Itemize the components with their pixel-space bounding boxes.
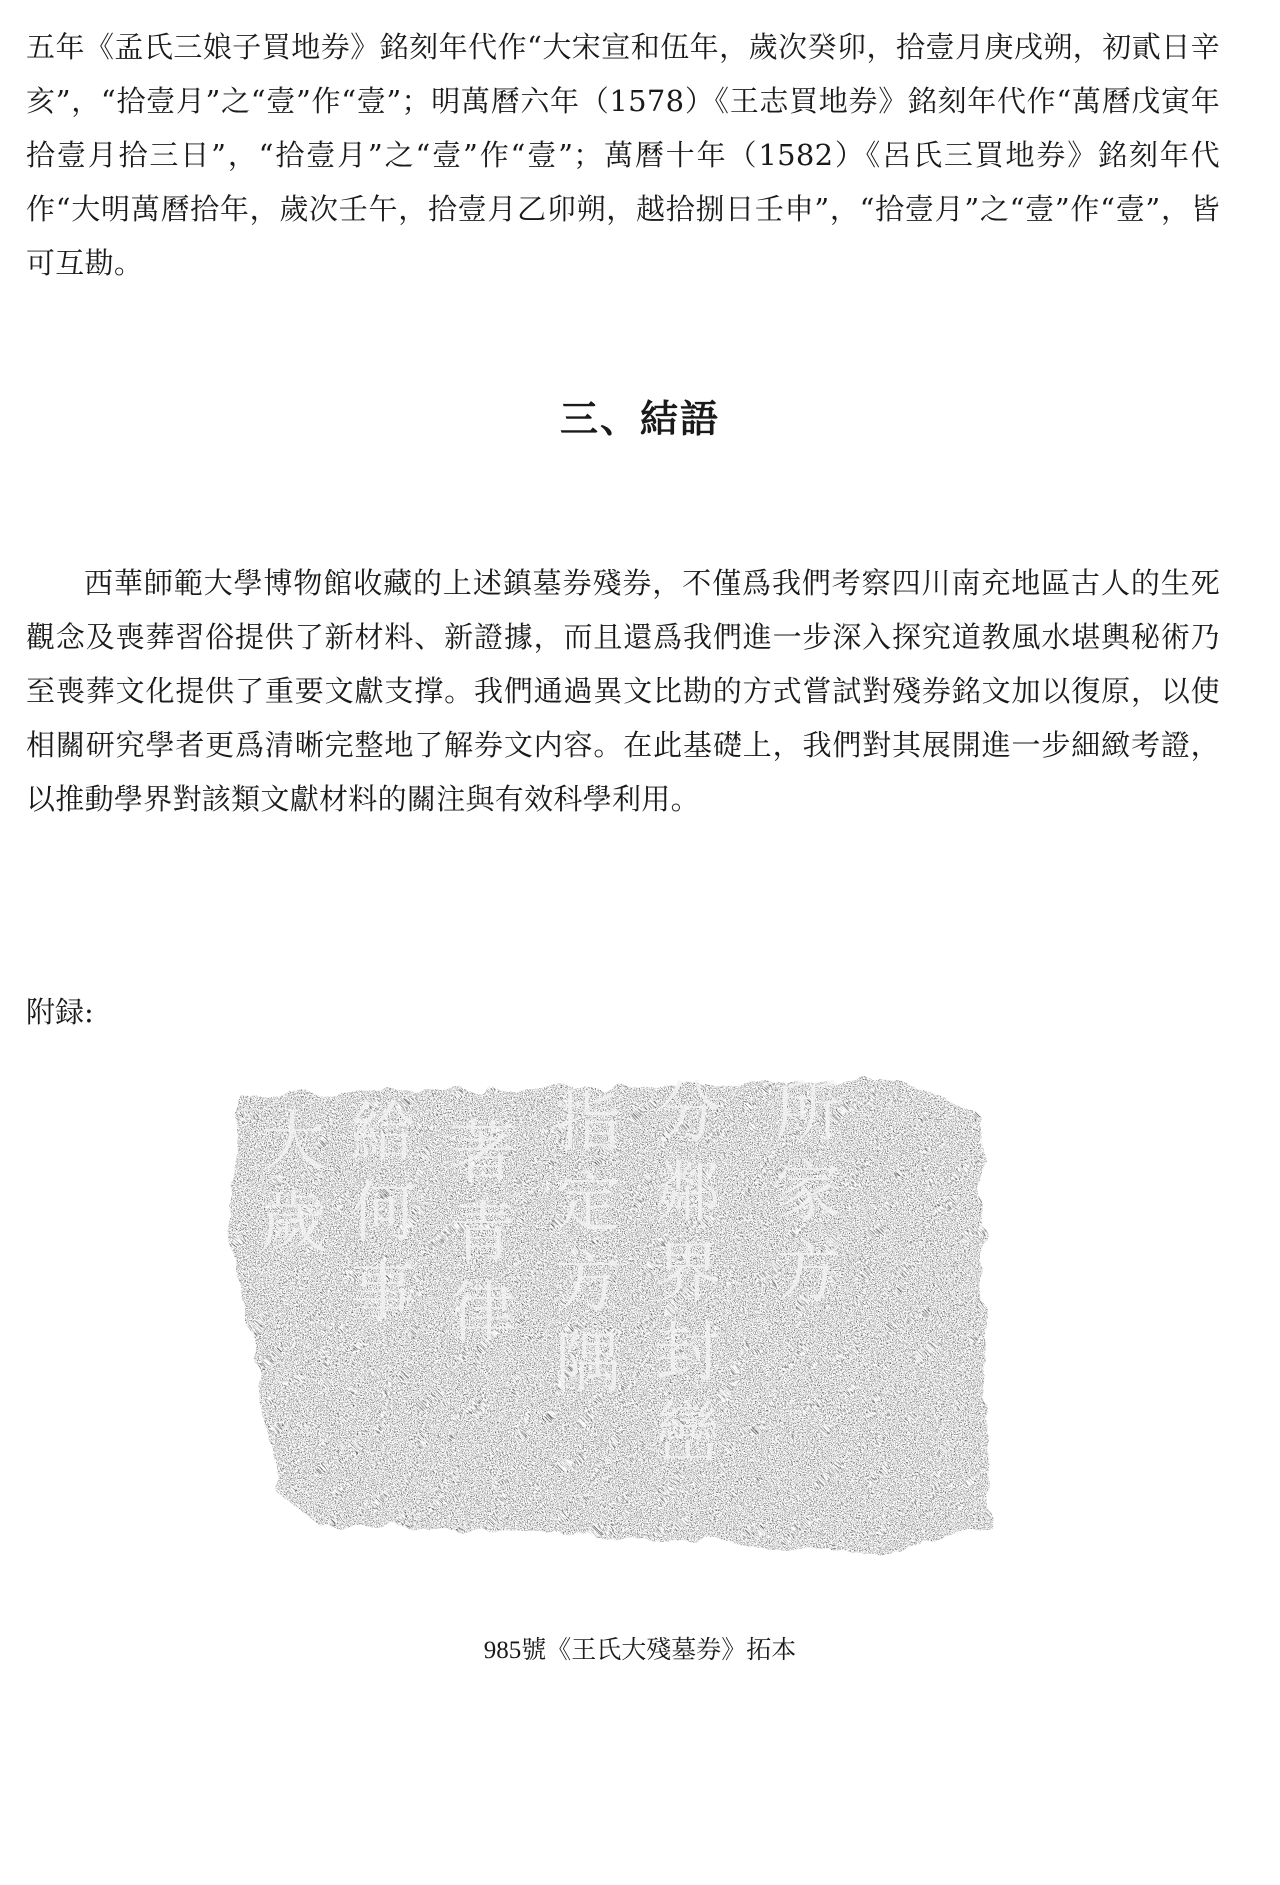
rubbing-glyph: 隅	[555, 1324, 621, 1401]
rubbing-glyph: 界	[655, 1234, 721, 1311]
body-paragraph-2: 西華師範大學博物館收藏的上述鎮墓券殘券，不僅爲我們考察四川南充地區古人的生死觀念及喪葬習俗提供了新材料、新證據，而且還爲我們進一步深入探究道教風水堪輿秘術乃至喪葬文化提供了重要文獻支撑。我們通過異文比勘的方式嘗試對殘券銘文加以復原，以使相關研究學者更爲清晰完整地了解券文内容。在此基礎上，我們對其展開進一步細緻考證，以推動學界對該類文獻材料的關注與有效科學利用。	[26, 566, 1220, 816]
rubbing-image	[200, 1055, 1070, 1595]
section-heading: 三、結語	[559, 397, 720, 441]
rubbing-glyph: 封	[655, 1314, 721, 1391]
figure-caption: 985號《王氏大殘墓券》拓本	[483, 1637, 797, 1664]
rubbing-glyph: 律	[450, 1274, 516, 1351]
appendix-label: 附録:	[26, 995, 94, 1029]
rubbing-glyph: 青	[450, 1194, 516, 1271]
rubbing-glyph: 巒	[655, 1394, 721, 1471]
rubbing-glyph: 所	[775, 1074, 841, 1151]
rubbing-glyph: 給	[350, 1094, 416, 1171]
rubbing-glyph: 鄰	[655, 1154, 721, 1231]
rubbing-figure	[200, 1055, 1070, 1595]
rubbing-glyph: 大	[260, 1104, 326, 1181]
rubbing-glyph: 方	[555, 1244, 621, 1321]
rubbing-glyph: 事	[350, 1254, 416, 1331]
rubbing-glyph: 著	[450, 1114, 516, 1191]
rubbing-glyph: 指	[555, 1084, 621, 1161]
rubbing-glyph: 家	[775, 1154, 841, 1231]
rubbing-glyph: 分	[655, 1074, 721, 1151]
rubbing-glyph: 歲	[260, 1184, 326, 1261]
rubbing-glyph: 何	[350, 1174, 416, 1251]
rubbing-glyph: 方	[775, 1234, 841, 1311]
rubbing-glyph: 定	[555, 1164, 621, 1241]
body-paragraph-1: 五年《孟氏三娘子買地券》銘刻年代作“大宋宣和伍年，歲次癸卯，拾壹月庚戌朔，初貳日辛亥”，“拾壹月”之“壹”作“壹”；明萬曆六年（1578）《王志買地券》銘刻年代作“萬曆戊寅年拾壹月拾三日”，“拾壹月”之“壹”作“壹”；萬曆十年（1582）《呂氏三買地券》銘刻年代作“大明萬曆拾年，歲次壬午，拾壹月乙卯朔，越拾捌日壬申”，“拾壹月”之“壹”作“壹”，皆可互勘。	[26, 30, 1220, 280]
